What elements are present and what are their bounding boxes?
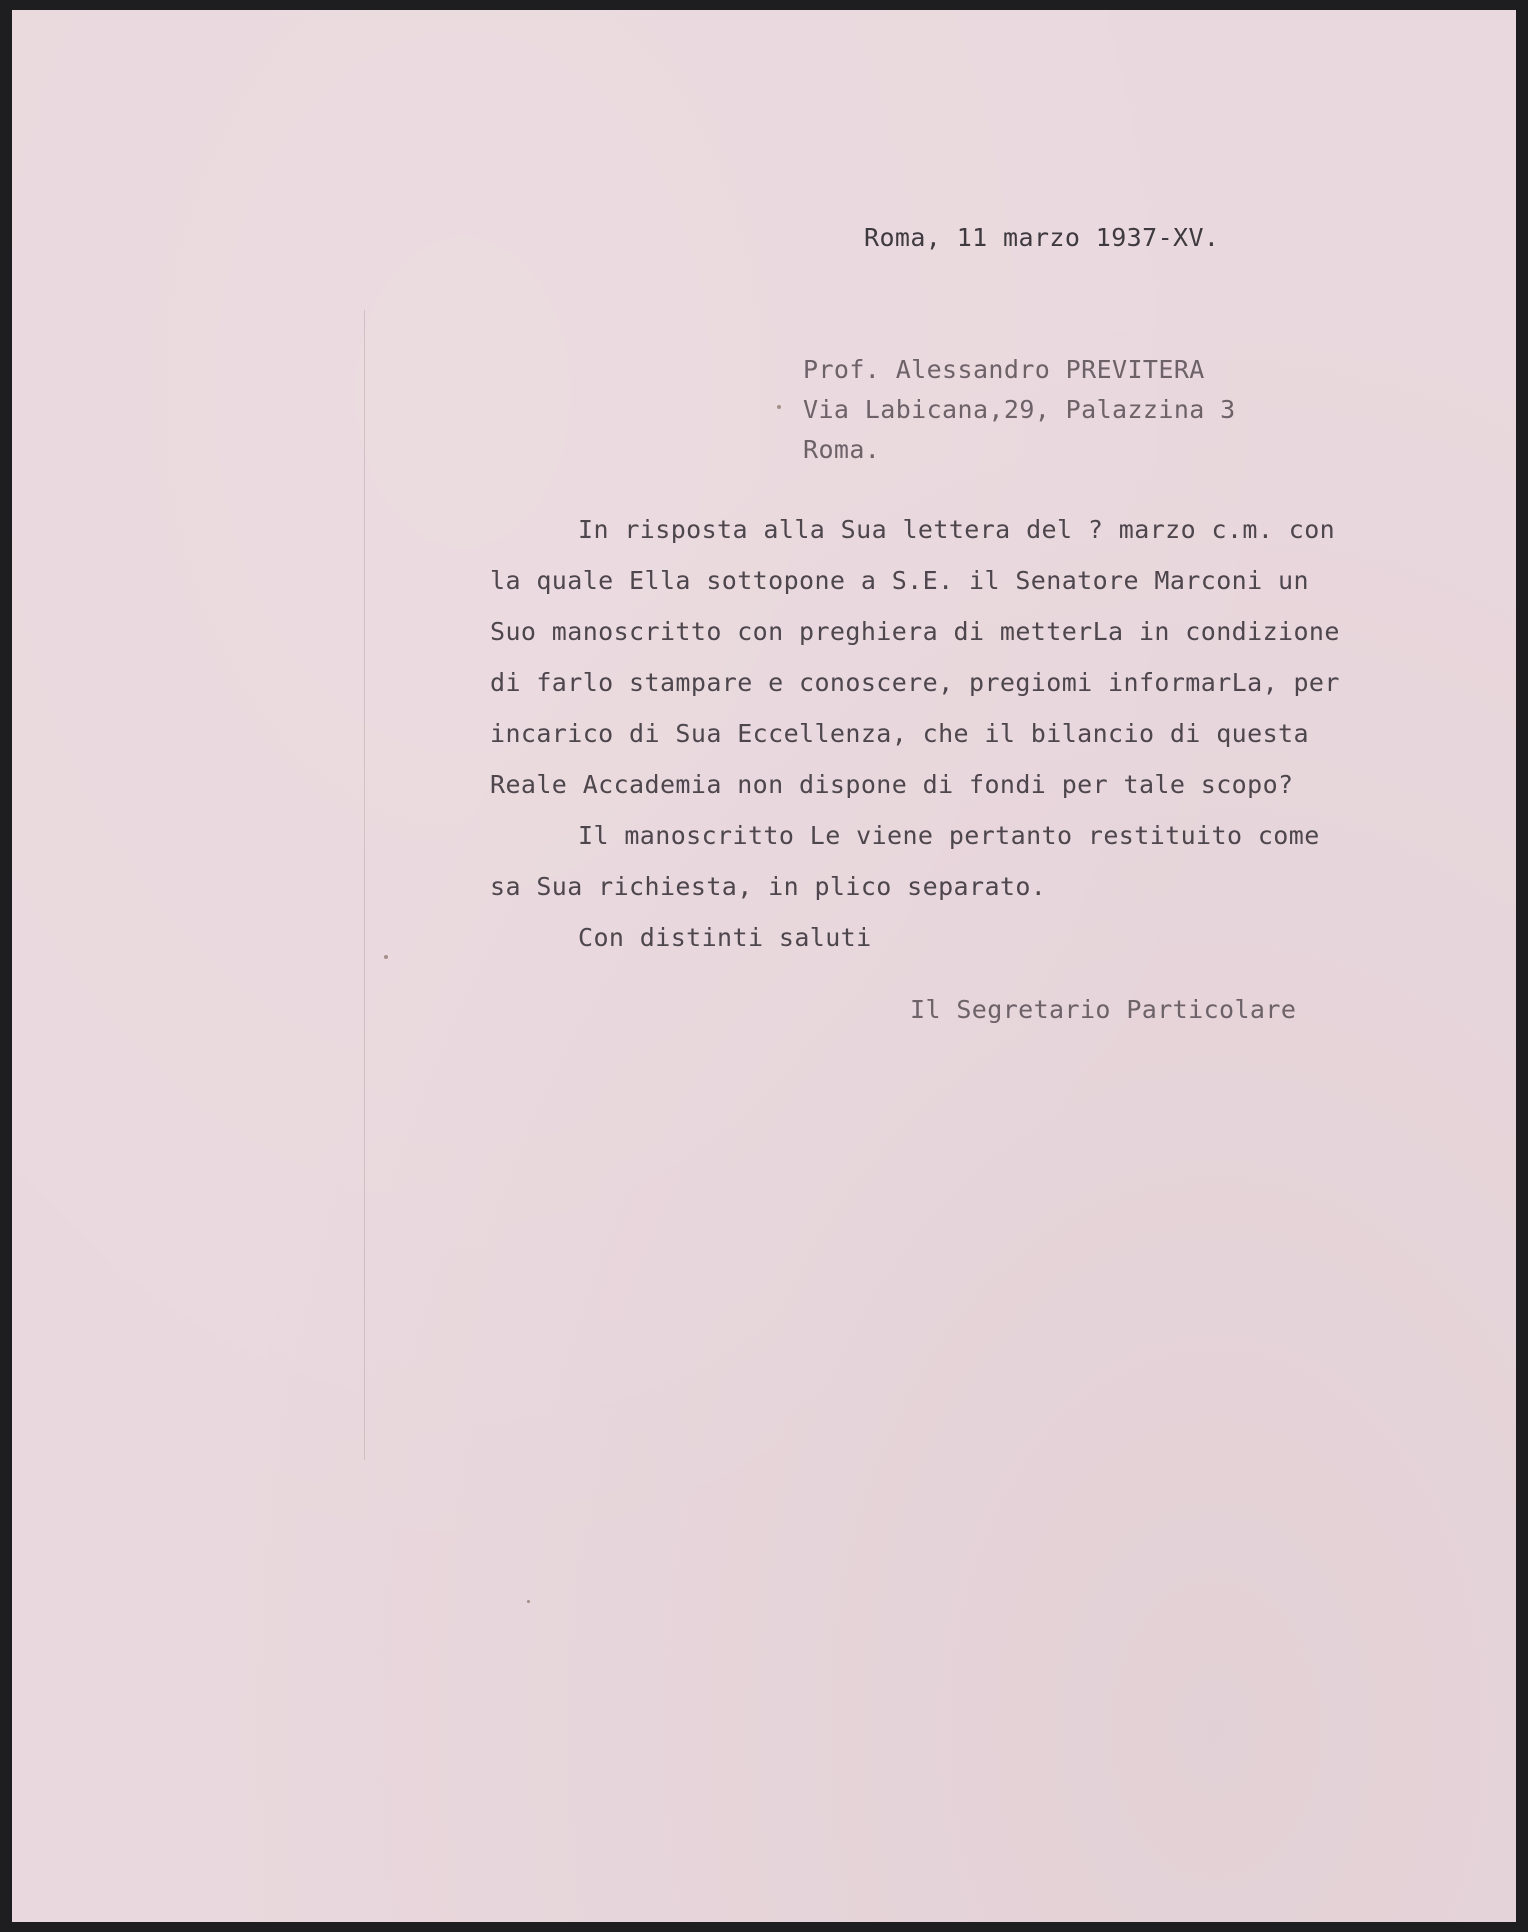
paper-speck	[527, 1600, 530, 1603]
letter-page	[12, 10, 1516, 1922]
paper-speck	[777, 405, 781, 409]
body-line-8: sa Sua richiesta, in plico separato.	[490, 872, 1047, 901]
recipient-address: Via Labicana,29, Palazzina 3	[803, 395, 1236, 424]
signature-title: Il Segretario Particolare	[910, 995, 1297, 1024]
letter-date: Roma, 11 marzo 1937-XV.	[864, 223, 1220, 252]
reverse-letterhead-showthrough	[26, 950, 70, 1089]
paper-speck	[384, 955, 388, 959]
body-line-4: di farlo stampare e conoscere, pregiomi informarLa, per	[490, 668, 1340, 697]
recipient-city: Roma.	[803, 435, 881, 464]
fold-line	[364, 310, 365, 1460]
body-line-5: incarico di Sua Eccellenza, che il bilancio di questa	[490, 719, 1309, 748]
recipient-name: Prof. Alessandro PREVITERA	[803, 355, 1205, 384]
body-line-7: Il manoscritto Le viene pertanto restituito come	[578, 821, 1320, 850]
body-line-1: In risposta alla Sua lettera del ? marzo c.m. con	[578, 515, 1336, 544]
body-line-2: la quale Ella sottopone a S.E. il Senatore Marconi un	[490, 566, 1309, 595]
closing-salutation: Con distinti saluti	[578, 923, 872, 952]
body-line-3: Suo manoscritto con preghiera di metterLa in condizione	[490, 617, 1340, 646]
body-line-6: Reale Accademia non dispone di fondi per tale scopo?	[490, 770, 1294, 799]
